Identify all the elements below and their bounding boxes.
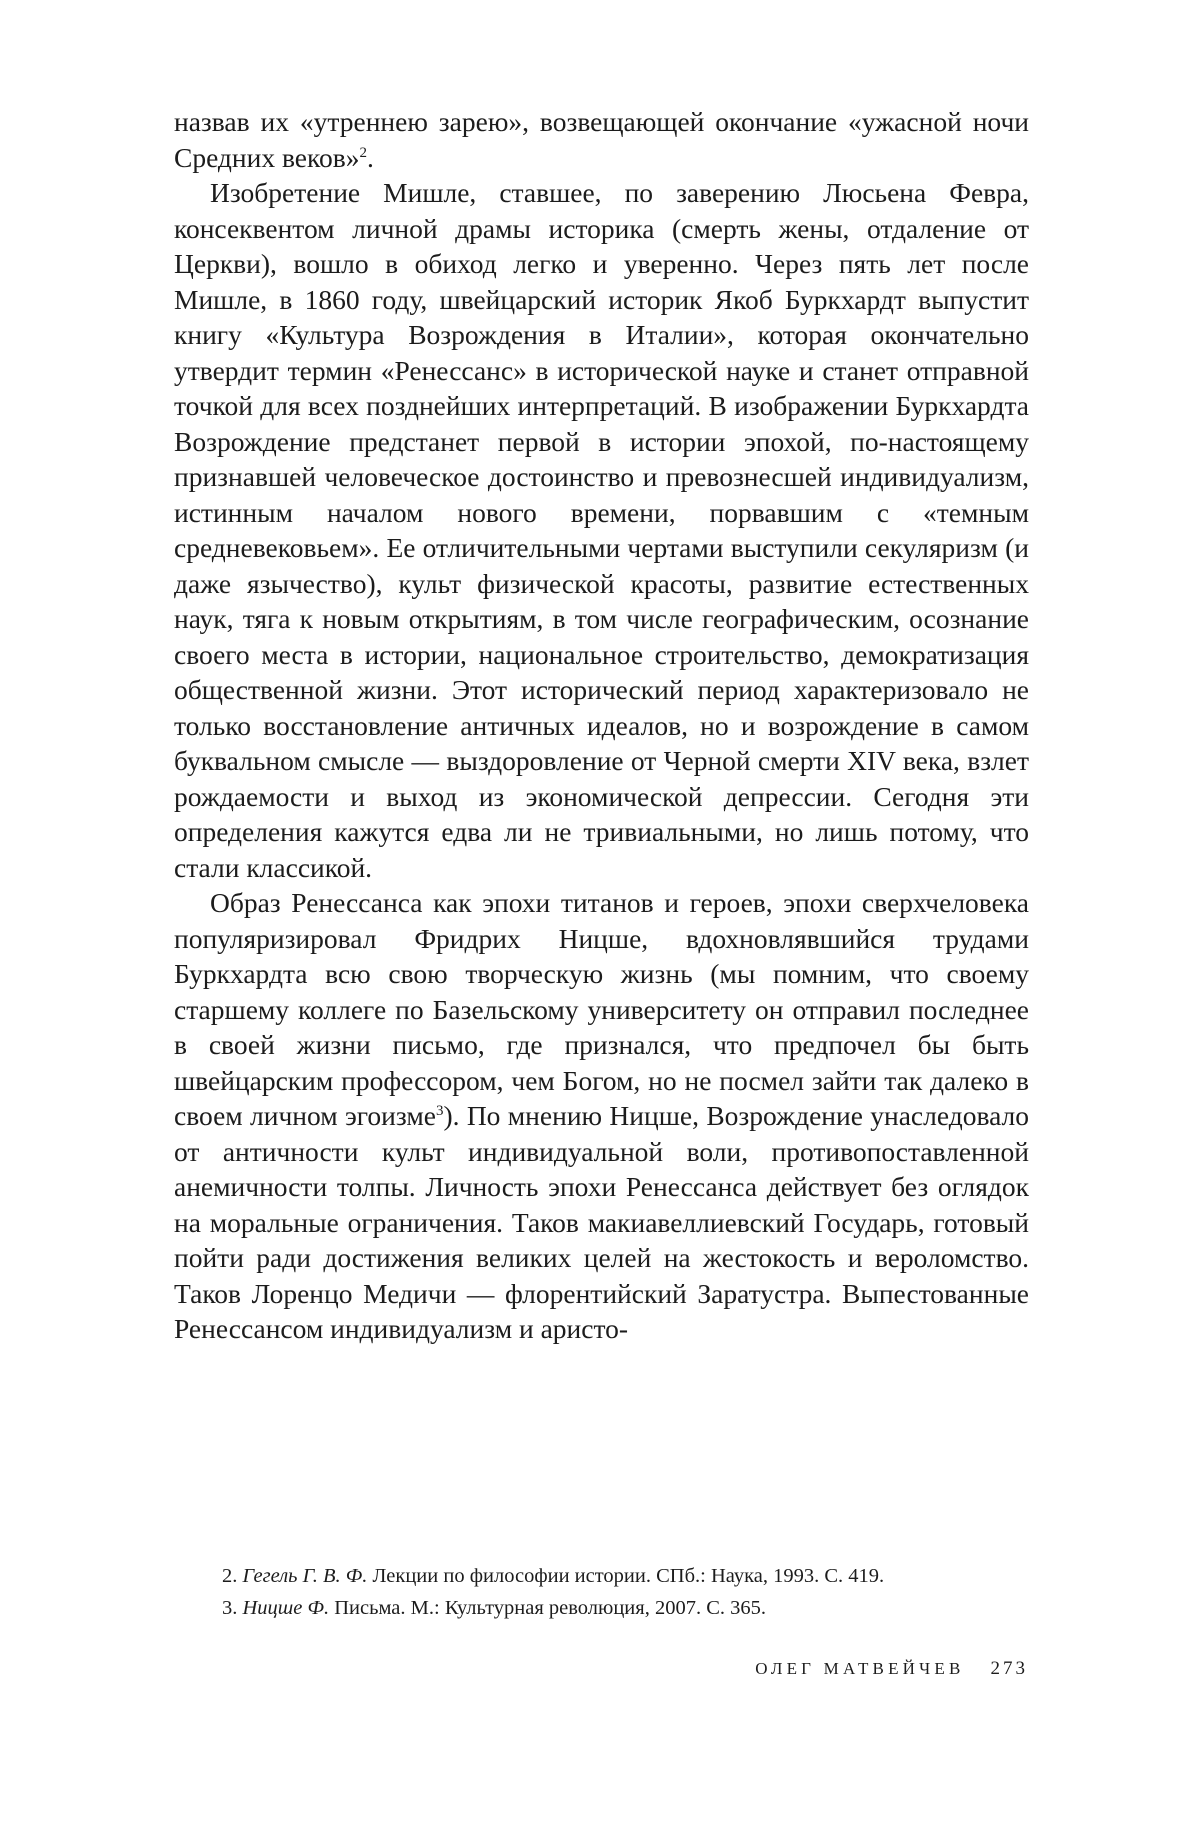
- paragraph-text: Изобретение Мишле, ставшее, по заверению Люсьена Февра, консеквентом личной драмы историка (смерть жены, отдаление от Церкви), вошло в обиход легко и уверенно. Через пять лет после Мишле, в 1860 году, швейцарский историк Якоб Буркхардт выпустит книгу «Культура Возрождения в Италии», которая окончательно утвердит термин «Ренессанс» в исторической науке и станет отправной точкой для всех позднейших интерпретаций. В изображении Буркхардта Возрождение предстанет первой в истории эпохой, по-настоящему признавшей человеческое достоинство и превознесшей индивидуализм, истинным началом нового времени, порвавшим с «темным средневековьем». Ее отличительными чертами выступили секуляризм (и даже язычество), культ физической красоты, развитие естественных наук, тяга к новым открытиям, в том числе географическим, осознание своего места в истории, национальное строительство, демократизация общественной жизни. Этот исторический период характеризовало не только восстановление античных идеалов, но и возрождение в самом буквальном смысле — выздоровление от Черной смерти XIV века, взлет рождаемости и выход из экономической депрессии. Сегодня эти определения кажутся едва ли не тривиальными, но лишь потому, что стали классикой.: [174, 177, 1029, 883]
- paragraph-tail: .: [366, 141, 374, 173]
- footnote-author: Ницше Ф.: [242, 1597, 330, 1619]
- footnote-reference[interactable]: 3: [435, 1102, 444, 1119]
- running-footer-author: ОЛЕГ МАТВЕЙЧЕВ: [755, 1659, 965, 1678]
- paragraph-1: [174, 104, 1029, 175]
- footnote-3: [222, 1592, 1032, 1624]
- main-text: [174, 104, 1029, 1347]
- footnote-reference[interactable]: 2: [359, 144, 367, 161]
- running-footer: [755, 1658, 1028, 1680]
- page-number: 273: [990, 1658, 1028, 1679]
- footnote-author: Гегель Г. В. Ф.: [242, 1565, 368, 1587]
- paragraph-2: [174, 175, 1029, 885]
- footnote-citation: Лекции по философии истории. СПб.: Наука, 1993. С. 419.: [367, 1565, 885, 1587]
- footnote-number: 3.: [222, 1597, 238, 1619]
- paragraph-text: Образ Ренессанса как эпохи титанов и героев, эпохи сверхчеловека популяризировал Фридрих Ницше, вдохновлявшийся трудами Буркхардта всю свою творческую жизнь (мы помним, что своему старшему коллеге по Базельскому университету он отправил последнее в своей жизни письмо, где признался, что предпочел бы быть швейцарским профессором, чем Богом, но не посмел зайти так далеко в своем личном эгоизме: [174, 887, 1029, 1131]
- footnote-2: [222, 1560, 1032, 1592]
- footnotes: [222, 1560, 1032, 1624]
- paragraph-text: назвав их «утреннею зарею», возвещающей окончание «ужасной ночи Средних веков»: [174, 106, 1029, 173]
- paragraph-3: [174, 885, 1029, 1347]
- footnote-number: 2.: [222, 1565, 238, 1587]
- paragraph-tail: ). По мнению Ницше, Возрождение унаследовало от античности культ индивидуальной воли, противопоставленной анемичности толпы. Личность эпохи Ренессанса действует без оглядок на моральные ограничения. Таков макиавеллиевский Государь, готовый пойти ради достижения великих целей на жестокость и вероломство. Таков Лоренцо Медичи — флорентийский Заратустра. Выпестованные Ренессансом индивидуализм и аристо-: [174, 1100, 1029, 1344]
- footnote-citation: Письма. М.: Культурная революция, 2007. С. 365.: [329, 1597, 767, 1619]
